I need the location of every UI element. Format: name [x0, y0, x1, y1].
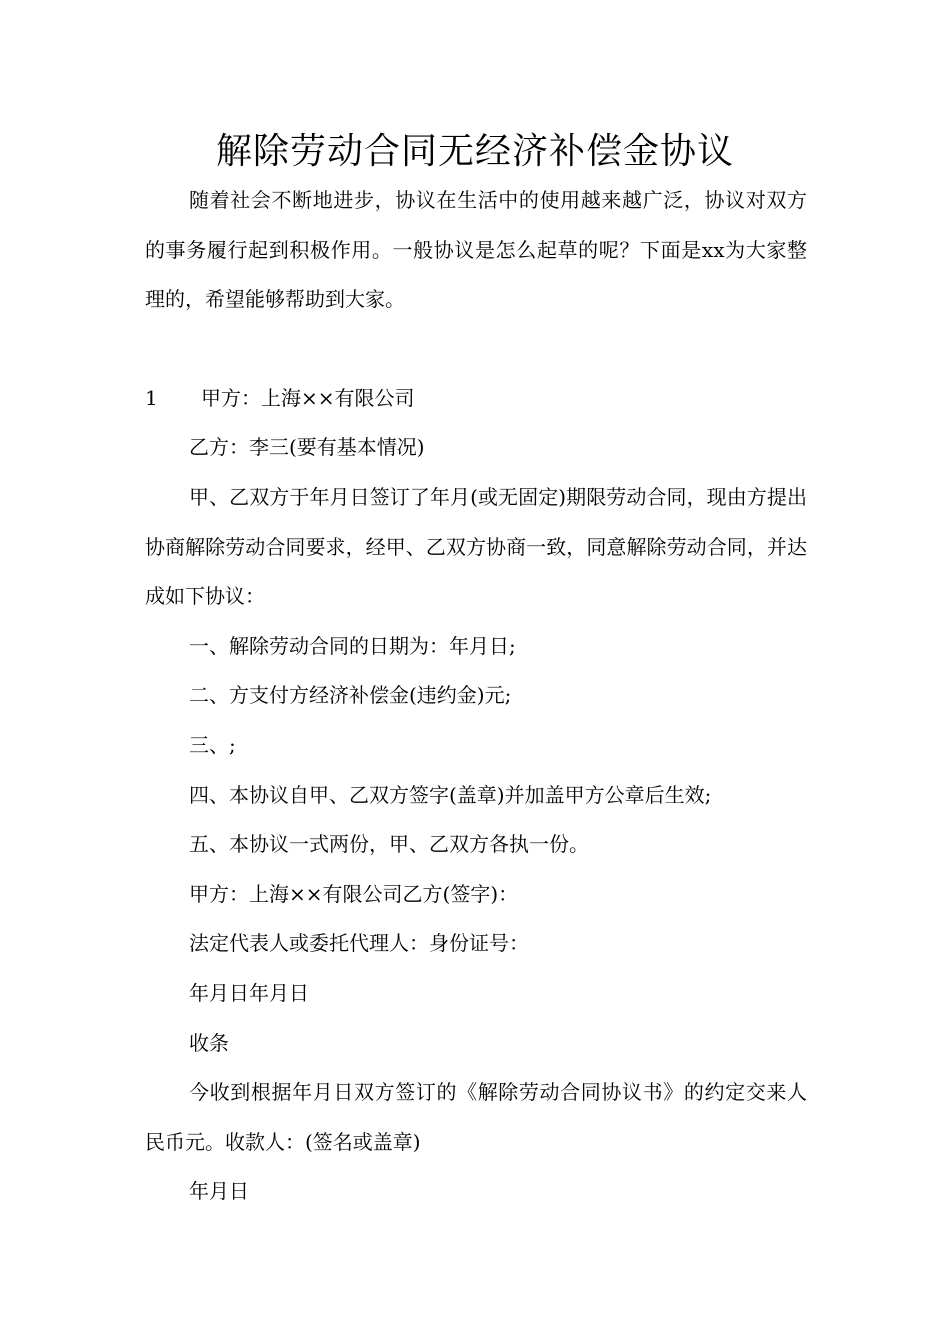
signature-dates-line: 年月日年月日: [189, 980, 309, 1005]
clause-item: 二、方支付方经济补偿金(违约金)元;: [189, 683, 512, 708]
clause-item: 一、解除劳动合同的日期为：年月日;: [189, 633, 516, 658]
party-a-text: 甲方：上海××有限公司: [201, 385, 415, 410]
receipt-body: 今收到根据年月日双方签订的《解除劳动合同协议书》的约定交来人民币元。收款人：(签名或盖章): [145, 1080, 807, 1154]
clause-item: 五、本协议一式两份，甲、乙双方各执一份。: [189, 832, 589, 857]
document-title: 解除劳动合同无经济补偿金协议: [215, 131, 734, 172]
section-number: 1: [145, 385, 158, 410]
document-body: [145, 176, 807, 1217]
party-a-line: [145, 374, 807, 424]
signature-parties-line: 甲方：上海××有限公司乙方(签字)：: [189, 881, 519, 906]
clause-item: 四、本协议自甲、乙双方签字(盖章)并加盖甲方公章后生效;: [189, 782, 712, 807]
receipt-date: 年月日: [189, 1179, 249, 1204]
receipt-title: 收条: [189, 1030, 229, 1055]
preamble-paragraph: 甲、乙双方于年月日签订了年月(或无固定)期限劳动合同，现由方提出协商解除劳动合同要求，经甲、乙双方协商一致，同意解除劳动合同，并达成如下协议：: [145, 484, 807, 609]
signature-representative-line: 法定代表人或委托代理人：身份证号：: [189, 931, 529, 956]
intro-paragraph: 随着社会不断地进步，协议在生活中的使用越来越广泛，协议对双方的事务履行起到积极作用。一般协议是怎么起草的呢？下面是xx为大家整理的，希望能够帮助到大家。: [145, 188, 807, 312]
clause-item: 三、;: [189, 732, 236, 757]
party-b-line: 乙方：李三(要有基本情况): [189, 435, 425, 460]
